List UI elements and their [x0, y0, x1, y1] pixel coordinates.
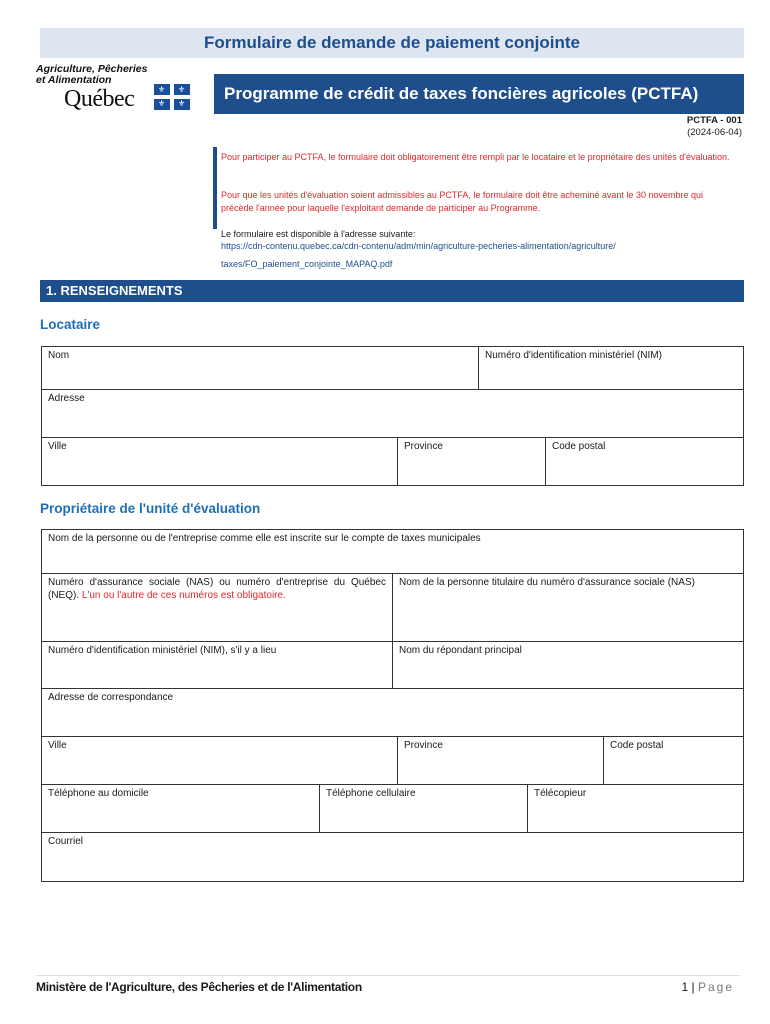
form-date: (2024-06-04) [687, 127, 742, 138]
notice-paragraph-3: Le formulaire est disponible à l'adresse suivante: [221, 229, 416, 239]
footer-ministry: Ministère de l'Agriculture, des Pêcheries et de l'Alimentation [36, 980, 362, 994]
form-title: Formulaire de demande de paiement conjointe [40, 28, 744, 58]
proprietaire-province-field[interactable]: Province [397, 736, 604, 785]
logo-wordmark: Québec [64, 86, 135, 112]
tel-cellulaire-field[interactable]: Téléphone cellulaire [319, 784, 528, 833]
proprietaire-ville-field[interactable]: Ville [41, 736, 398, 785]
locataire-nom-field[interactable]: Nom [41, 346, 479, 390]
nas-neq-required-note: L'un ou l'autre de ces numéros est obligatoire. [81, 590, 286, 601]
notice-paragraph-1: Pour participer au PCTFA, le formulaire doit obligatoirement être rempli par le locataire et le propriétaire des unités d'évaluation. [221, 152, 730, 162]
tel-domicile-field[interactable]: Téléphone au domicile [41, 784, 320, 833]
page-indicator [681, 980, 734, 994]
proprietaire-nom-compte-field[interactable]: Nom de la personne ou de l'entreprise comme elle est inscrite sur le compte de taxes municipales [41, 529, 744, 574]
program-title: Programme de crédit de taxes foncières agricoles (PCTFA) [214, 74, 744, 114]
locataire-adresse-field[interactable]: Adresse [41, 389, 744, 438]
proprietaire-adresse-corr-field[interactable]: Adresse de correspondance [41, 688, 744, 737]
section-1-title: 1. RENSEIGNEMENTS [40, 280, 744, 302]
form-code: PCTFA - 001 [686, 115, 742, 126]
page-number: 1 [681, 980, 689, 994]
locataire-code-postal-field[interactable]: Code postal [545, 437, 744, 486]
locataire-province-field[interactable]: Province [397, 437, 546, 486]
notice-bar [213, 147, 217, 229]
logo-line-1: Agriculture, Pêcheries [36, 63, 148, 75]
quebec-logo [36, 64, 206, 116]
page-separator: | [691, 980, 695, 994]
proprietaire-nas-neq-field[interactable] [41, 573, 393, 642]
proprietaire-heading: Propriétaire de l'unité d'évaluation [40, 501, 261, 516]
page-word: Page [697, 980, 734, 994]
telecopieur-field[interactable]: Télécopieur [527, 784, 744, 833]
quebec-flag-icon: ⚜ ⚜ ⚜ ⚜ [154, 84, 190, 110]
notice-paragraph-2: Pour que les unités d'évaluation soient admissibles au PCTFA, le formulaire doit être acheminé avant le 30 novembre qui précède l'année pour laquelle l'exploitant demande de participer au Programme. [221, 190, 703, 213]
courriel-field[interactable]: Courriel [41, 832, 744, 882]
proprietaire-nim-field[interactable]: Numéro d'identification ministériel (NIM), s'il y a lieu [41, 641, 393, 689]
proprietaire-repondant-field[interactable]: Nom du répondant principal [392, 641, 744, 689]
locataire-ville-field[interactable]: Ville [41, 437, 398, 486]
locataire-heading: Locataire [40, 317, 101, 332]
logo-line-2: et Alimentation [36, 74, 112, 86]
proprietaire-titulaire-field[interactable]: Nom de la personne titulaire du numéro d'assurance sociale (NAS) [392, 573, 744, 642]
locataire-nim-field[interactable]: Numéro d'identification ministériel (NIM) [478, 346, 744, 390]
form-url-line-2[interactable]: taxes/FO_paiement_conjointe_MAPAQ.pdf [221, 259, 393, 269]
footer-divider [36, 975, 740, 976]
proprietaire-code-postal-field[interactable]: Code postal [603, 736, 744, 785]
form-url-line-1[interactable]: https://cdn-contenu.quebec.ca/cdn-contenu/adm/min/agriculture-pecheries-alimentation/agriculture/ [221, 241, 616, 251]
nas-neq-label: Numéro d'assurance sociale (NAS) ou numéro d'entreprise du Québec (NEQ). [48, 577, 386, 601]
